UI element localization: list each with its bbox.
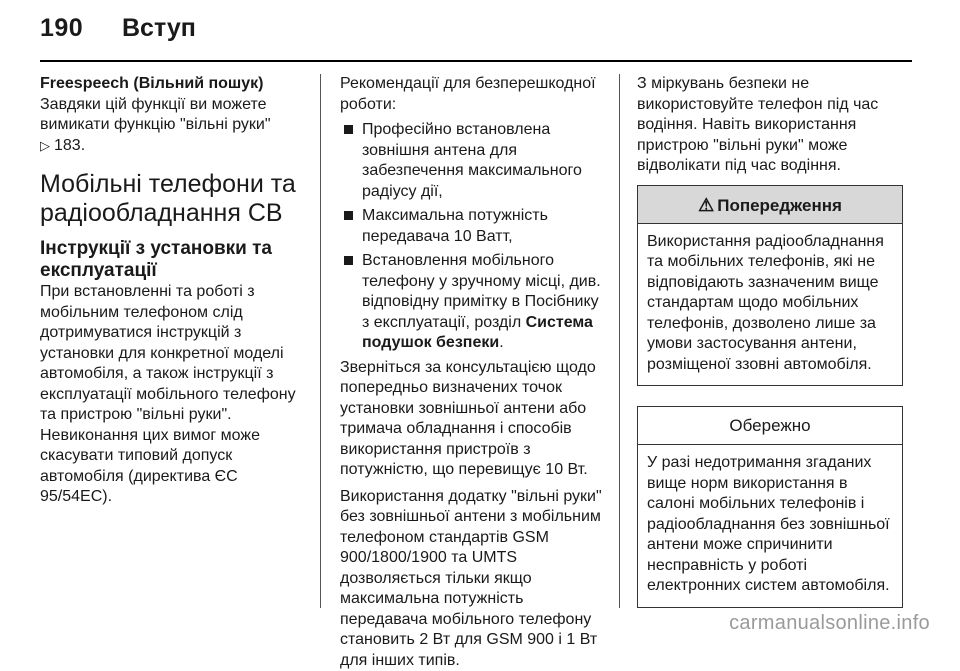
column-3 xyxy=(637,74,903,608)
caution-text: У разі недотримання згаданих вище норм використання в салоні мобільних телефонів і радіообладнання без зовнішньої антени може спричинити несправність у роботі електронних систем автомобіля. xyxy=(638,445,902,607)
column-divider-1 xyxy=(320,74,321,608)
caution-title: Обережно xyxy=(638,407,902,445)
freespeech-title: Freespeech (Вільний пошук) xyxy=(40,74,302,95)
freespeech-reference[interactable] xyxy=(40,136,302,157)
freespeech-text: Завдяки цій функції ви можете вимикати функцію "вільні руки" xyxy=(40,95,302,136)
column-2 xyxy=(340,74,602,671)
list-item-text: Професійно встановлена зовнішня антена для забезпечення максимального радіусу дії, xyxy=(362,121,582,200)
list-item xyxy=(340,120,602,202)
bullet-square-icon xyxy=(344,256,353,265)
page-number: 190 xyxy=(40,14,83,43)
list-item-text: Встановлення мобільного телефону у зручному місці, див. відповідну примітку в Посібнику з експлуатації, розділ xyxy=(362,252,601,331)
bullet-square-icon xyxy=(344,211,353,220)
watermark: carmanualsonline.info xyxy=(729,612,930,635)
warning-box xyxy=(637,185,903,387)
warning-title: Попередження xyxy=(717,196,842,215)
page-ref-arrow-icon: ▷ xyxy=(40,136,50,157)
instructions-body: При встановленні та роботі з мобільним телефоном слід дотримуватися інструкцій з установки для конкретної моделі автомобіля, а також інструкції з експлуатації мобільного телефону та пристрою "вільні руки". Невиконання цих вимог може скасувати типовий допуск автомобіля (директива ЄС 95/54EC). xyxy=(40,282,302,508)
freespeech-ref-page: 183. xyxy=(54,137,85,154)
recommendations-intro: Рекомендації для безперешкодної роботи: xyxy=(340,74,602,115)
warning-triangle-icon: ⚠ xyxy=(698,186,714,224)
section-title: Мобільні телефони та радіообладнання СВ xyxy=(40,170,302,228)
list-item-text: Максимальна потужність передавача 10 Ватт, xyxy=(362,207,548,245)
bullet-square-icon xyxy=(344,125,353,134)
column-divider-2 xyxy=(619,74,620,608)
page-header xyxy=(40,14,912,60)
warning-header xyxy=(638,186,902,224)
warning-text: Використання радіообладнання та мобільних телефонів, які не відповідають зазначеним вище стандартам щодо мобільних телефонів, дозволено лише за умови застосування антени, розміщеної ззовні автомобіля. xyxy=(638,224,902,386)
list-item xyxy=(340,251,602,354)
header-rule xyxy=(40,60,912,62)
list-item-end: . xyxy=(499,334,503,351)
consultation-paragraph: Зверніться за консультацією щодо попередньо визначених точок установки зовнішньої антени або тримача обладнання і способів використання пристроїв з потужністю, що перевищує 10 Вт. xyxy=(340,358,602,481)
list-item xyxy=(340,206,602,247)
safety-intro: З міркувань безпеки не використовуйте телефон під час водіння. Навіть використання пристрою "вільні руки" може відволікати під час водіння. xyxy=(637,74,903,177)
column-1 xyxy=(40,74,302,508)
chapter-title: Вступ xyxy=(122,14,196,43)
airbag-section-link[interactable]: Система подушок безпеки xyxy=(362,314,593,352)
instructions-subtitle: Інструкції з установки та експлуатації xyxy=(40,238,302,282)
handsfree-paragraph: Використання додатку "вільні руки" без зовнішньої антени з мобільним телефоном стандартів GSM 900/1800/1900 та UMTS дозволяється тільки якщо максимальна потужність передавача мобільного телефону становить 2 Вт для GSM 900 і 1 Вт для інших типів. xyxy=(340,487,602,671)
recommendations-list xyxy=(340,120,602,354)
caution-box xyxy=(637,406,903,608)
